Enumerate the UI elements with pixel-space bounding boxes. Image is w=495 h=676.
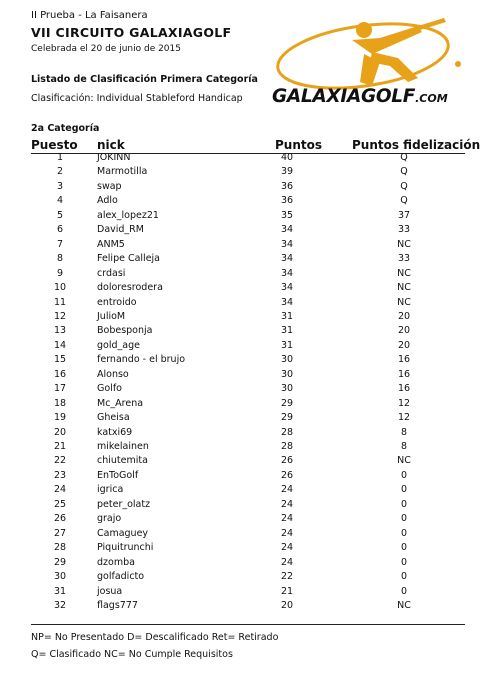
event-name: II Prueba - La Faisanera bbox=[31, 10, 148, 21]
row-position: 23 bbox=[53, 469, 67, 481]
row-nick: fernando - el brujo bbox=[97, 354, 186, 366]
table-row bbox=[0, 600, 495, 615]
row-loyalty-points: 20 bbox=[397, 310, 411, 322]
row-nick: Felipe Calleja bbox=[97, 253, 161, 265]
row-points: 28 bbox=[280, 441, 294, 452]
row-loyalty-points: 33 bbox=[397, 253, 411, 265]
row-points: 39 bbox=[280, 166, 294, 178]
table-row bbox=[0, 311, 495, 326]
row-nick: Golfo bbox=[97, 383, 122, 395]
table-row bbox=[0, 268, 495, 283]
row-loyalty-points: Q bbox=[400, 195, 408, 207]
row-loyalty-points: 37 bbox=[397, 209, 411, 221]
row-position: 30 bbox=[53, 571, 67, 583]
row-position: 10 bbox=[53, 282, 67, 294]
row-nick: Bobesponja bbox=[97, 325, 153, 337]
row-points: 31 bbox=[280, 325, 294, 337]
table-row bbox=[0, 513, 495, 528]
row-nick: JOKINN bbox=[97, 152, 131, 163]
row-points: 35 bbox=[280, 209, 294, 221]
row-points: 36 bbox=[280, 195, 294, 207]
row-loyalty-points: Q bbox=[400, 152, 408, 163]
row-position: 27 bbox=[53, 527, 67, 539]
row-points: 26 bbox=[280, 455, 294, 467]
table-row bbox=[0, 181, 495, 196]
row-points: 24 bbox=[280, 513, 294, 525]
row-position: 5 bbox=[56, 209, 64, 221]
row-position: 16 bbox=[53, 368, 67, 380]
table-row bbox=[0, 528, 495, 543]
row-points: 30 bbox=[280, 383, 294, 395]
row-loyalty-points: 16 bbox=[397, 383, 411, 395]
column-header-points: Puntos bbox=[275, 138, 323, 152]
row-position: 32 bbox=[53, 599, 67, 611]
circuit-title: VII CIRCUITO GALAXIAGOLF bbox=[31, 25, 232, 40]
row-position: 17 bbox=[53, 383, 67, 395]
table-row bbox=[0, 195, 495, 210]
row-nick: Marmotilla bbox=[97, 166, 148, 178]
row-position: 6 bbox=[56, 224, 64, 236]
legend-line-1: NP= No Presentado D= Descalificado Ret= Retirado bbox=[31, 632, 279, 643]
row-loyalty-points: 0 bbox=[400, 513, 408, 525]
row-position: 19 bbox=[53, 412, 67, 424]
row-position: 11 bbox=[53, 296, 67, 308]
table-row bbox=[0, 427, 495, 442]
row-position: 3 bbox=[56, 180, 64, 192]
listing-title: Listado de Clasificación Primera Categoría bbox=[31, 74, 258, 85]
row-loyalty-points: 12 bbox=[397, 412, 411, 424]
row-nick: Gheisa bbox=[97, 412, 130, 424]
row-points: 26 bbox=[280, 469, 294, 481]
row-points: 29 bbox=[280, 412, 294, 424]
row-position: 25 bbox=[53, 498, 67, 510]
row-nick: katxi69 bbox=[97, 426, 133, 438]
row-nick: Camaguey bbox=[97, 527, 149, 539]
row-loyalty-points: 0 bbox=[400, 585, 408, 597]
row-nick: peter_olatz bbox=[97, 498, 151, 510]
row-points: 22 bbox=[280, 571, 294, 583]
column-header-position: Puesto bbox=[31, 138, 78, 152]
row-points: 34 bbox=[280, 253, 294, 265]
row-position: 31 bbox=[53, 585, 67, 597]
table-row bbox=[0, 354, 495, 369]
table-row bbox=[0, 398, 495, 413]
row-points: 28 bbox=[280, 426, 294, 438]
row-points: 34 bbox=[280, 282, 294, 294]
row-loyalty-points: NC bbox=[397, 282, 411, 294]
event-date: Celebrada el 20 de junio de 2015 bbox=[31, 44, 181, 54]
table-row bbox=[0, 542, 495, 557]
row-loyalty-points: 8 bbox=[400, 426, 408, 438]
row-loyalty-points: Q bbox=[400, 180, 408, 192]
row-position: 1 bbox=[56, 152, 64, 163]
row-loyalty-points: NC bbox=[397, 455, 411, 467]
row-points: 31 bbox=[280, 310, 294, 322]
row-loyalty-points: 0 bbox=[400, 542, 408, 554]
table-row bbox=[0, 369, 495, 384]
row-position: 2 bbox=[56, 166, 64, 178]
brand-wordmark bbox=[272, 86, 448, 107]
table-row bbox=[0, 499, 495, 514]
row-loyalty-points: 33 bbox=[397, 224, 411, 236]
brand-domain: .COM bbox=[415, 92, 448, 105]
row-points: 31 bbox=[280, 339, 294, 351]
table-row bbox=[0, 282, 495, 297]
table-row bbox=[0, 210, 495, 225]
table-row bbox=[0, 325, 495, 340]
row-nick: igrica bbox=[97, 484, 124, 496]
row-points: 29 bbox=[280, 397, 294, 409]
row-nick: grajo bbox=[97, 513, 122, 525]
table-row bbox=[0, 253, 495, 268]
legend-line-2: Q= Clasificado NC= No Cumple Requisitos bbox=[31, 649, 233, 660]
row-loyalty-points: 0 bbox=[400, 469, 408, 481]
row-nick: Alonso bbox=[97, 368, 129, 380]
row-loyalty-points: 8 bbox=[400, 441, 408, 452]
column-header-loyalty-points: Puntos fidelización bbox=[352, 138, 481, 152]
row-loyalty-points: 20 bbox=[397, 325, 411, 337]
row-points: 21 bbox=[280, 585, 294, 597]
row-loyalty-points: NC bbox=[397, 296, 411, 308]
row-points: 24 bbox=[280, 542, 294, 554]
row-position: 4 bbox=[56, 195, 64, 207]
row-points: 30 bbox=[280, 368, 294, 380]
row-points: 34 bbox=[280, 224, 294, 236]
table-row bbox=[0, 152, 495, 167]
row-nick: crdasi bbox=[97, 267, 126, 279]
classification-type: Clasificación: Individual Stableford Handicap bbox=[31, 93, 243, 104]
table-row bbox=[0, 470, 495, 485]
row-position: 13 bbox=[53, 325, 67, 337]
row-loyalty-points: Q bbox=[400, 166, 408, 178]
row-nick: ANM5 bbox=[97, 238, 125, 250]
category-label: 2a Categoría bbox=[31, 123, 100, 134]
row-points: 34 bbox=[280, 267, 294, 279]
row-points: 20 bbox=[280, 599, 294, 611]
row-loyalty-points: NC bbox=[397, 267, 411, 279]
row-nick: Mc_Arena bbox=[97, 397, 144, 409]
row-position: 24 bbox=[53, 484, 67, 496]
row-points: 24 bbox=[280, 556, 294, 568]
column-header-nick: nick bbox=[97, 138, 125, 152]
legend-divider bbox=[31, 624, 465, 625]
row-position: 15 bbox=[53, 354, 67, 366]
row-nick: Piquitrunchi bbox=[97, 542, 154, 554]
row-position: 29 bbox=[53, 556, 67, 568]
row-position: 7 bbox=[56, 238, 64, 250]
row-nick: josua bbox=[97, 585, 123, 597]
brand-name: GALAXIAGOLF bbox=[272, 86, 416, 107]
table-row bbox=[0, 166, 495, 181]
row-position: 12 bbox=[53, 310, 67, 322]
row-position: 26 bbox=[53, 513, 67, 525]
row-nick: dzomba bbox=[97, 556, 135, 568]
table-row bbox=[0, 484, 495, 499]
table-row bbox=[0, 412, 495, 427]
row-position: 22 bbox=[53, 455, 67, 467]
row-loyalty-points: NC bbox=[397, 238, 411, 250]
row-nick: EnToGolf bbox=[97, 469, 139, 481]
row-nick: gold_age bbox=[97, 339, 140, 351]
row-loyalty-points: 16 bbox=[397, 368, 411, 380]
row-points: 30 bbox=[280, 354, 294, 366]
row-loyalty-points: 0 bbox=[400, 571, 408, 583]
row-position: 21 bbox=[53, 441, 67, 452]
row-loyalty-points: 0 bbox=[400, 556, 408, 568]
table-row bbox=[0, 297, 495, 312]
row-position: 8 bbox=[56, 253, 64, 265]
table-row bbox=[0, 557, 495, 572]
row-nick: doloresrodera bbox=[97, 282, 163, 294]
row-nick: JulioM bbox=[97, 310, 126, 322]
row-points: 36 bbox=[280, 180, 294, 192]
row-position: 18 bbox=[53, 397, 67, 409]
table-row bbox=[0, 455, 495, 470]
table-row bbox=[0, 571, 495, 586]
row-loyalty-points: NC bbox=[397, 599, 411, 611]
row-points: 40 bbox=[280, 152, 294, 163]
row-position: 28 bbox=[53, 542, 67, 554]
row-points: 24 bbox=[280, 498, 294, 510]
row-nick: mikelainen bbox=[97, 441, 149, 452]
row-loyalty-points: 0 bbox=[400, 498, 408, 510]
row-points: 34 bbox=[280, 296, 294, 308]
row-nick: entroido bbox=[97, 296, 137, 308]
row-loyalty-points: 0 bbox=[400, 527, 408, 539]
row-points: 34 bbox=[280, 238, 294, 250]
row-points: 24 bbox=[280, 484, 294, 496]
row-nick: chiutemita bbox=[97, 455, 148, 467]
table-row bbox=[0, 224, 495, 239]
table-row bbox=[0, 441, 495, 456]
table-row bbox=[0, 586, 495, 601]
row-points: 24 bbox=[280, 527, 294, 539]
table-row bbox=[0, 340, 495, 355]
row-loyalty-points: 16 bbox=[397, 354, 411, 366]
row-nick: golfadicto bbox=[97, 571, 145, 583]
row-nick: Adlo bbox=[97, 195, 118, 207]
row-nick: swap bbox=[97, 180, 122, 192]
table-row bbox=[0, 239, 495, 254]
row-loyalty-points: 0 bbox=[400, 484, 408, 496]
row-nick: alex_lopez21 bbox=[97, 209, 159, 221]
row-position: 20 bbox=[53, 426, 67, 438]
row-loyalty-points: 20 bbox=[397, 339, 411, 351]
row-position: 14 bbox=[53, 339, 67, 351]
row-position: 9 bbox=[56, 267, 64, 279]
row-loyalty-points: 12 bbox=[397, 397, 411, 409]
row-nick: flags777 bbox=[97, 599, 138, 611]
row-nick: David_RM bbox=[97, 224, 144, 236]
table-row bbox=[0, 383, 495, 398]
